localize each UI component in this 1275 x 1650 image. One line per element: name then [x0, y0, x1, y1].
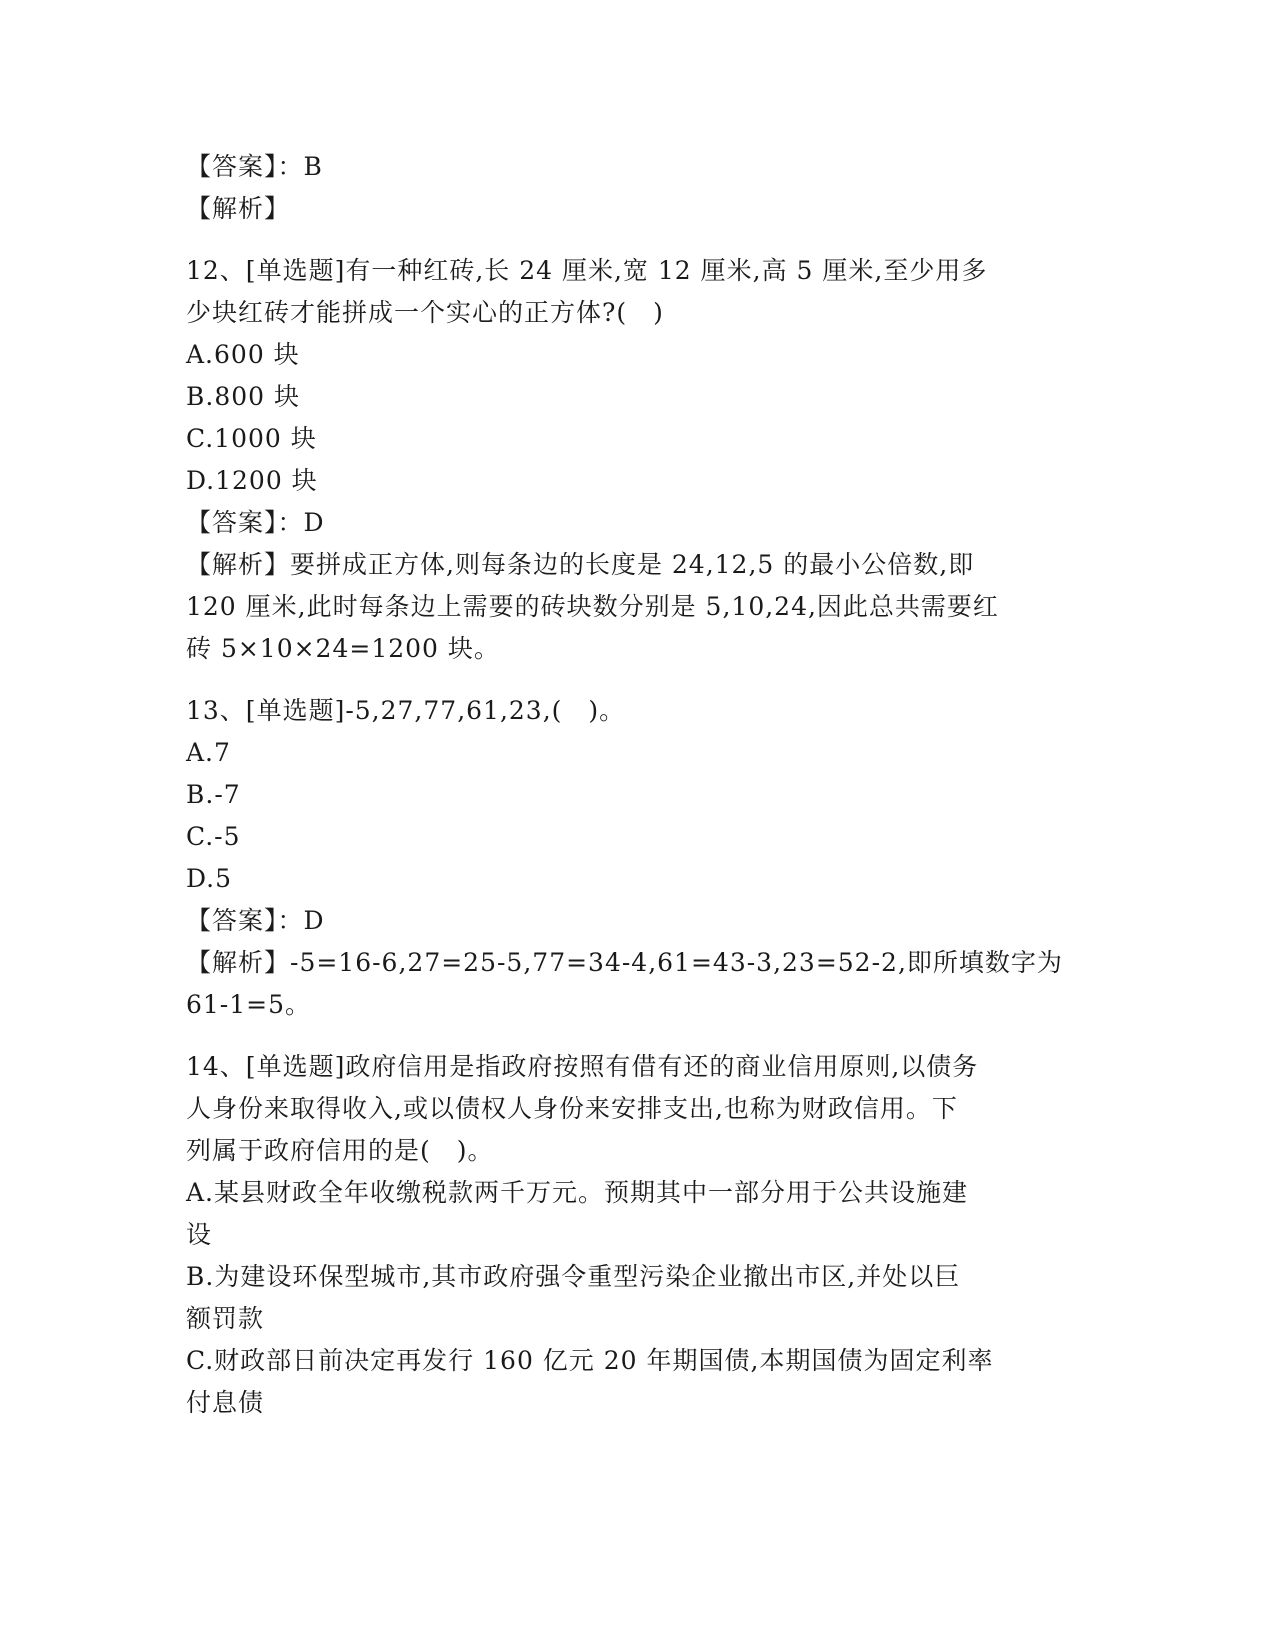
analysis-line: 120 厘米,此时每条边上需要的砖块数分别是 5,10,24,因此总共需要红: [186, 592, 999, 621]
analysis-line: 【解析】要拼成正方体,则每条边的长度是 24,12,5 的最小公倍数,即: [186, 550, 975, 579]
option-b-continued: 额罚款: [186, 1304, 265, 1333]
option-d: D.5: [186, 864, 233, 893]
option-c: C.财政部日前决定再发行 160 亿元 20 年期国债,本期国债为固定利率: [186, 1346, 994, 1375]
analysis-line: 【解析】: [186, 194, 291, 223]
question-12: [186, 250, 1066, 670]
option-c-continued: 付息债: [186, 1388, 265, 1417]
answer-line: 【答案】：B: [186, 152, 323, 181]
option-a: A.某县财政全年收缴税款两千万元。预期其中一部分用于公共设施建: [186, 1178, 969, 1207]
question-13: [186, 690, 1066, 1026]
option-b: B.800 块: [186, 382, 300, 411]
question-stem-line: 列属于政府信用的是( )。: [186, 1136, 494, 1165]
option-a: A.7: [186, 738, 231, 767]
analysis-line: 砖 5×10×24=1200 块。: [186, 634, 500, 663]
option-a: A.600 块: [186, 340, 300, 369]
answer-line: 【答案】：D: [186, 508, 325, 537]
option-c: C.1000 块: [186, 424, 317, 453]
question-stem-line: 人身份来取得收入,或以债权人身份来安排支出,也称为财政信用。下: [186, 1094, 958, 1123]
answer-line: 【答案】：D: [186, 906, 325, 935]
prev-question-tail: [186, 146, 1066, 230]
question-stem-line: 14、[单选题]政府信用是指政府按照有借有还的商业信用原则,以债务: [186, 1052, 979, 1081]
option-a-continued: 设: [186, 1220, 213, 1249]
question-stem-line: 少块红砖才能拼成一个实心的正方体?( ): [186, 298, 664, 327]
option-c: C.-5: [186, 822, 241, 851]
analysis-line: 【解析】-5=16-6,27=25-5,77=34-4,61=43-3,23=52-2,即所填数字为: [186, 948, 1063, 977]
question-stem-line: 13、[单选题]-5,27,77,61,23,( )。: [186, 696, 626, 725]
document-content: [186, 146, 1066, 1444]
analysis-line: 61-1=5。: [186, 990, 312, 1019]
option-b: B.为建设环保型城市,其市政府强令重型污染企业撤出市区,并处以巨: [186, 1262, 961, 1291]
question-stem-line: 12、[单选题]有一种红砖,长 24 厘米,宽 12 厘米,高 5 厘米,至少用多: [186, 256, 988, 285]
option-d: D.1200 块: [186, 466, 318, 495]
option-b: B.-7: [186, 780, 241, 809]
question-14: [186, 1046, 1066, 1424]
